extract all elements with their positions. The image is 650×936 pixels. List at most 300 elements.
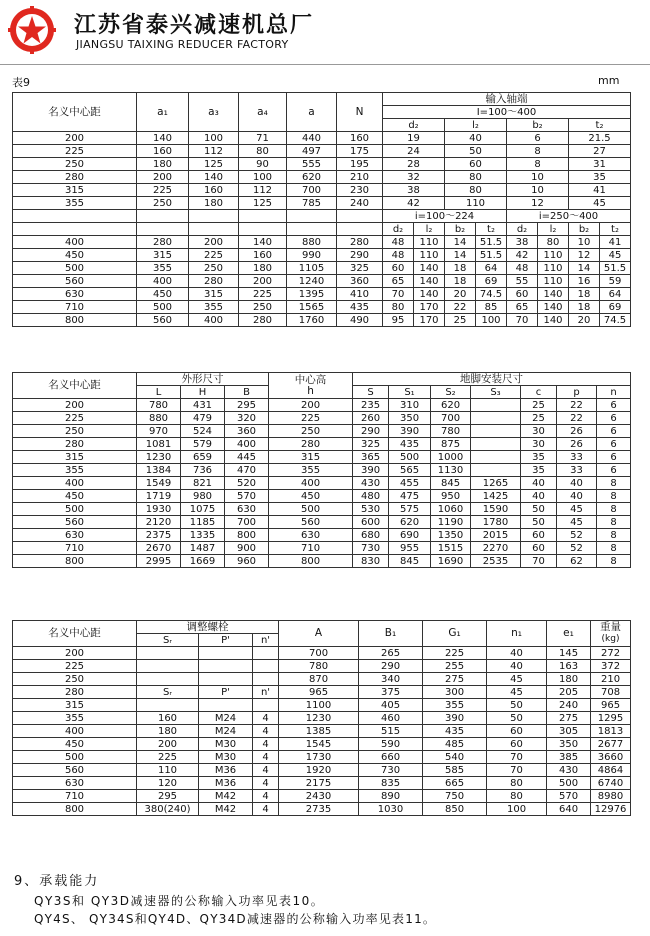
- table-cell: 355: [189, 301, 239, 314]
- table-row: [13, 184, 631, 197]
- table-cell: 175: [337, 145, 383, 158]
- table-row: [13, 301, 631, 314]
- table-cell: 225: [423, 647, 487, 660]
- table-cell: 6: [597, 399, 631, 412]
- table-cell: 350: [389, 412, 431, 425]
- table-cell: 315: [189, 288, 239, 301]
- table-cell: 70: [507, 314, 538, 327]
- table-cell: 1780: [471, 516, 521, 529]
- company-logo-icon: [8, 6, 56, 54]
- table-cell: 1920: [279, 764, 359, 777]
- table-cell: 500: [13, 503, 137, 516]
- header-n-prime: n': [253, 634, 279, 647]
- table-cell: 14: [569, 262, 600, 275]
- table-cell: 69: [476, 275, 507, 288]
- table-cell: 800: [269, 555, 353, 568]
- table-cell: 1190: [431, 516, 471, 529]
- table-cell: 560: [13, 275, 137, 288]
- table-cell: 524: [181, 425, 225, 438]
- table-cell: 250: [137, 197, 189, 210]
- table-cell: 8: [597, 529, 631, 542]
- table-cell: 30: [521, 438, 557, 451]
- table-cell: 1549: [137, 477, 181, 490]
- table-cell: 250: [13, 673, 137, 686]
- header-B: B: [225, 386, 269, 399]
- table-cell: 60: [507, 288, 538, 301]
- table-row: [13, 503, 631, 516]
- table-cell: 835: [359, 777, 423, 790]
- table-cell: 12976: [591, 803, 631, 816]
- header-ratio-range: I=100～400: [383, 106, 631, 119]
- header-l2: l₂: [538, 223, 569, 236]
- table-cell: 100: [239, 171, 287, 184]
- table-cell: 225: [13, 145, 137, 158]
- table-cell: 230: [337, 184, 383, 197]
- header-a: a: [287, 93, 337, 132]
- table-cell: 515: [359, 725, 423, 738]
- table-cell: 8: [597, 555, 631, 568]
- table-cell: 80: [383, 301, 414, 314]
- table-cell: 40: [557, 477, 597, 490]
- table-cell: 821: [181, 477, 225, 490]
- table-cell: 42: [507, 249, 538, 262]
- table-cell: 85: [476, 301, 507, 314]
- table-cell: 630: [13, 529, 137, 542]
- table-cell: 430: [353, 477, 389, 490]
- table-cell: 659: [181, 451, 225, 464]
- table-cell: 100: [476, 314, 507, 327]
- table-cell: 710: [13, 301, 137, 314]
- table-cell: 2535: [471, 555, 521, 568]
- header-S2: S₂: [431, 386, 471, 399]
- table-cell: 32: [383, 171, 445, 184]
- table-cell: 110: [414, 236, 445, 249]
- header-ratio-range-b: i=250～400: [507, 210, 631, 223]
- table-row: [13, 197, 631, 210]
- table-row: [13, 738, 631, 751]
- table-cell: 12: [507, 197, 569, 210]
- table-cell: 785: [287, 197, 337, 210]
- table-cell: 1265: [471, 477, 521, 490]
- table-cell: 700: [279, 647, 359, 660]
- table-cell: 579: [181, 438, 225, 451]
- table-cell: 110: [538, 275, 569, 288]
- table-cell: 38: [383, 184, 445, 197]
- table-row: [13, 288, 631, 301]
- table-cell: 280: [189, 275, 239, 288]
- table-cell: 680: [353, 529, 389, 542]
- table-cell: 630: [225, 503, 269, 516]
- table-cell: 200: [189, 236, 239, 249]
- table-cell: 20: [445, 288, 476, 301]
- table-cell: 210: [591, 673, 631, 686]
- table-cell: 340: [359, 673, 423, 686]
- table-cell: 69: [600, 301, 631, 314]
- table-row: [13, 542, 631, 555]
- table-cell: 1487: [181, 542, 225, 555]
- table-cell: 780: [137, 399, 181, 412]
- table-cell: 640: [547, 803, 591, 816]
- table-cell: 355: [13, 197, 137, 210]
- table-cell: 630: [269, 529, 353, 542]
- table-cell: 4: [253, 751, 279, 764]
- table-cell: 700: [431, 412, 471, 425]
- table-cell: 480: [353, 490, 389, 503]
- table-cell: 8: [597, 490, 631, 503]
- header-d2: d₂: [383, 223, 414, 236]
- table-cell: 200: [137, 171, 189, 184]
- table-cell: 140: [414, 275, 445, 288]
- table-cell: 620: [287, 171, 337, 184]
- table-cell: 90: [239, 158, 287, 171]
- header-S3: S₃: [471, 386, 521, 399]
- header-Sr: Sᵣ: [137, 634, 199, 647]
- table-cell: 235: [353, 399, 389, 412]
- table-cell: 160: [337, 132, 383, 145]
- table-cell: 360: [337, 275, 383, 288]
- table-cell: M24: [199, 712, 253, 725]
- table-cell: 140: [137, 132, 189, 145]
- header-L: L: [137, 386, 181, 399]
- table-cell: 25: [521, 399, 557, 412]
- table-cell: 160: [189, 184, 239, 197]
- table-cell: 100: [189, 132, 239, 145]
- table-cell: 74.5: [600, 314, 631, 327]
- table-cell: 710: [13, 542, 137, 555]
- table-cell: 1669: [181, 555, 225, 568]
- table-cell: M42: [199, 790, 253, 803]
- table-cell: 110: [414, 249, 445, 262]
- table-cell: 225: [137, 184, 189, 197]
- table-cell: 4: [253, 777, 279, 790]
- table-cell: 200: [137, 738, 199, 751]
- table-cell: 140: [239, 236, 287, 249]
- table-cell: 110: [137, 764, 199, 777]
- table-cell: M36: [199, 764, 253, 777]
- table-cell: 120: [137, 777, 199, 790]
- table-cell: 315: [13, 184, 137, 197]
- table-cell: 41: [600, 236, 631, 249]
- table-cell: 1295: [591, 712, 631, 725]
- table-cell: 64: [600, 288, 631, 301]
- table-row: [13, 725, 631, 738]
- table-cell: 490: [337, 314, 383, 327]
- table-cell: 690: [389, 529, 431, 542]
- table-cell: 1030: [359, 803, 423, 816]
- table-cell: 1760: [287, 314, 337, 327]
- table-row: [13, 790, 631, 803]
- table-row: [13, 516, 631, 529]
- table-cell: 140: [538, 288, 569, 301]
- table-cell: 575: [389, 503, 431, 516]
- header-d2: d₂: [507, 223, 538, 236]
- table-cell: 180: [137, 725, 199, 738]
- table-cell: 160: [137, 712, 199, 725]
- table-cell: 780: [431, 425, 471, 438]
- header-c: c: [521, 386, 557, 399]
- table-cell: 445: [225, 451, 269, 464]
- table-cell: 355: [13, 712, 137, 725]
- table-cell: 255: [423, 660, 487, 673]
- header-center-distance: 名义中心距: [13, 93, 137, 132]
- table-cell: 31: [569, 158, 631, 171]
- table-cell: 200: [239, 275, 287, 288]
- table-cell: 21.5: [569, 132, 631, 145]
- table-row: [13, 145, 631, 158]
- header-t2: t₂: [569, 119, 631, 132]
- table-cell: 400: [225, 438, 269, 451]
- table-cell: 1335: [181, 529, 225, 542]
- table-cell: 52: [557, 529, 597, 542]
- table-cell: 28: [383, 158, 445, 171]
- table-cell: 500: [547, 777, 591, 790]
- table-cell: 2677: [591, 738, 631, 751]
- table-cell: 845: [431, 477, 471, 490]
- table-cell: 1130: [431, 464, 471, 477]
- table-cell: 435: [423, 725, 487, 738]
- table-cell: 25: [445, 314, 476, 327]
- header-S: S: [353, 386, 389, 399]
- footer-note-2: QY4S、 QY34S和QY4D、QY34D减速器的公称输入功率见表11。: [34, 912, 437, 926]
- table-row: [13, 438, 631, 451]
- table-cell: 48: [383, 249, 414, 262]
- table-cell: [471, 412, 521, 425]
- table-cell: 8: [597, 477, 631, 490]
- table-cell: 1384: [137, 464, 181, 477]
- table-cell: 50: [521, 516, 557, 529]
- table-cell: [253, 647, 279, 660]
- table-cell: 6: [597, 438, 631, 451]
- table-cell: 965: [279, 686, 359, 699]
- header-b2: b₂: [507, 119, 569, 132]
- table-cell: 585: [423, 764, 487, 777]
- table-cell: 290: [353, 425, 389, 438]
- header-divider: [0, 64, 650, 65]
- table-row: [13, 464, 631, 477]
- table-row: [13, 647, 631, 660]
- table-cell: 305: [547, 725, 591, 738]
- table-cell: 26: [557, 438, 597, 451]
- table-cell: 8: [597, 542, 631, 555]
- table-cell: 22: [557, 399, 597, 412]
- table-cell: 1395: [287, 288, 337, 301]
- footer-note-1: QY3S和 QY3D减速器的公称输入功率见表10。: [34, 894, 325, 908]
- table-cell: 450: [13, 738, 137, 751]
- table-cell: 45: [557, 503, 597, 516]
- table-cell: 45: [569, 197, 631, 210]
- table-cell: 455: [389, 477, 431, 490]
- table-cell: 355: [423, 699, 487, 712]
- table-cell: 315: [13, 699, 137, 712]
- table-cell: 35: [569, 171, 631, 184]
- table-cell: 112: [189, 145, 239, 158]
- table-cell: M36: [199, 777, 253, 790]
- table-cell: 80: [487, 790, 547, 803]
- table-row: [13, 490, 631, 503]
- table-cell: 555: [287, 158, 337, 171]
- table-cell: 315: [137, 249, 189, 262]
- header-ratio-range-a: i=100～224: [383, 210, 507, 223]
- table-cell: 280: [13, 171, 137, 184]
- table-cell: 18: [445, 262, 476, 275]
- table-cell: 280: [269, 438, 353, 451]
- table-cell: 41: [569, 184, 631, 197]
- header-foot-mounting: 地脚安装尺寸: [353, 373, 631, 386]
- table-cell: 315: [269, 451, 353, 464]
- table-cell: 710: [13, 790, 137, 803]
- table-row: [13, 132, 631, 145]
- table-cell: [253, 673, 279, 686]
- table-cell: 500: [137, 301, 189, 314]
- table-cell: 890: [359, 790, 423, 803]
- table-cell: n': [253, 686, 279, 699]
- header-n1: n₁: [487, 621, 547, 647]
- header-B1: B₁: [359, 621, 423, 647]
- table-cell: 280: [13, 686, 137, 699]
- table-cell: 250: [239, 301, 287, 314]
- table-cell: 163: [547, 660, 591, 673]
- table-row: [13, 712, 631, 725]
- table-cell: 60: [521, 542, 557, 555]
- table-cell: 42: [383, 197, 445, 210]
- table-cell: 530: [353, 503, 389, 516]
- table-cell: 520: [225, 477, 269, 490]
- table-cell: 560: [13, 516, 137, 529]
- table-cell: 80: [239, 145, 287, 158]
- table-cell: 435: [389, 438, 431, 451]
- table-cell: 25: [521, 412, 557, 425]
- table-cell: 970: [137, 425, 181, 438]
- table-number: 表9: [12, 76, 30, 89]
- table-cell: M30: [199, 751, 253, 764]
- table-cell: 1105: [287, 262, 337, 275]
- header-outline-size: 外形尺寸: [137, 373, 269, 386]
- header-l2: l₂: [445, 119, 507, 132]
- table-cell: 225: [269, 412, 353, 425]
- table-cell: 80: [538, 236, 569, 249]
- table-cell: 1230: [279, 712, 359, 725]
- table-cell: 950: [431, 490, 471, 503]
- table-cell: 405: [359, 699, 423, 712]
- table-cell: 380(240): [137, 803, 199, 816]
- table-cell: 2735: [279, 803, 359, 816]
- table-cell: 6: [597, 425, 631, 438]
- table-cell: 60: [383, 262, 414, 275]
- table-cell: 800: [13, 803, 137, 816]
- table-cell: 1185: [181, 516, 225, 529]
- table-cell: 1350: [431, 529, 471, 542]
- table-cell: 590: [359, 738, 423, 751]
- table-row: [13, 425, 631, 438]
- table-cell: 59: [600, 275, 631, 288]
- table-cell: 2995: [137, 555, 181, 568]
- table-cell: M30: [199, 738, 253, 751]
- table-row: [13, 777, 631, 790]
- table-cell: 700: [287, 184, 337, 197]
- table-cell: 48: [383, 236, 414, 249]
- header-b2: b₂: [445, 223, 476, 236]
- table-cell: 140: [414, 262, 445, 275]
- table-cell: 240: [547, 699, 591, 712]
- table-cell: 70: [487, 764, 547, 777]
- table-cell: 1425: [471, 490, 521, 503]
- header-e1: e₁: [547, 621, 591, 647]
- table-cell: 22: [557, 412, 597, 425]
- table-cell: 390: [423, 712, 487, 725]
- table-cell: 10: [507, 184, 569, 197]
- table-cell: 2375: [137, 529, 181, 542]
- table-cell: 400: [189, 314, 239, 327]
- table-row: [13, 412, 631, 425]
- table-cell: 52: [557, 542, 597, 555]
- table-row: [13, 555, 631, 568]
- table-cell: 160: [137, 145, 189, 158]
- table-cell: 630: [13, 777, 137, 790]
- table-cell: 280: [13, 438, 137, 451]
- table-cell: 450: [137, 288, 189, 301]
- table-cell: 225: [239, 288, 287, 301]
- table-cell: 560: [13, 764, 137, 777]
- table-cell: 50: [487, 699, 547, 712]
- table-cell: 225: [137, 751, 199, 764]
- table-cell: 980: [181, 490, 225, 503]
- table-cell: [199, 673, 253, 686]
- table-cell: 450: [13, 249, 137, 262]
- table-cell: 875: [431, 438, 471, 451]
- header-weight: 重量 (kg): [591, 621, 631, 647]
- table-cell: [253, 699, 279, 712]
- table-cell: 62: [557, 555, 597, 568]
- table-cell: 8980: [591, 790, 631, 803]
- table-row: [13, 262, 631, 275]
- table-cell: [471, 451, 521, 464]
- table-cell: 60: [487, 725, 547, 738]
- table-cell: 990: [287, 249, 337, 262]
- table-cell: 280: [137, 236, 189, 249]
- table-cell: 250: [13, 425, 137, 438]
- table-cell: [471, 399, 521, 412]
- table-cell: 275: [423, 673, 487, 686]
- table-cell: 4864: [591, 764, 631, 777]
- table-cell: 110: [538, 249, 569, 262]
- table-cell: 27: [569, 145, 631, 158]
- table-cell: 630: [13, 288, 137, 301]
- table-cell: 40: [521, 490, 557, 503]
- table-cell: 500: [13, 262, 137, 275]
- table-cell: 2175: [279, 777, 359, 790]
- table-cell: 540: [423, 751, 487, 764]
- table-cell: 170: [414, 301, 445, 314]
- table-cell: 460: [359, 712, 423, 725]
- table-cell: 50: [445, 145, 507, 158]
- table-row: [13, 158, 631, 171]
- table-cell: 200: [13, 399, 137, 412]
- table-cell: 479: [181, 412, 225, 425]
- table-cell: 880: [287, 236, 337, 249]
- header-t2: t₂: [600, 223, 631, 236]
- table-cell: 660: [359, 751, 423, 764]
- table-cell: [471, 464, 521, 477]
- table-cell: 12: [569, 249, 600, 262]
- table-cell: 180: [189, 197, 239, 210]
- table-cell: 20: [569, 314, 600, 327]
- table-cell: 400: [269, 477, 353, 490]
- table-cell: 1930: [137, 503, 181, 516]
- table-cell: 295: [137, 790, 199, 803]
- table-cell: 51.5: [476, 236, 507, 249]
- table-cell: 48: [507, 262, 538, 275]
- table-row: [13, 451, 631, 464]
